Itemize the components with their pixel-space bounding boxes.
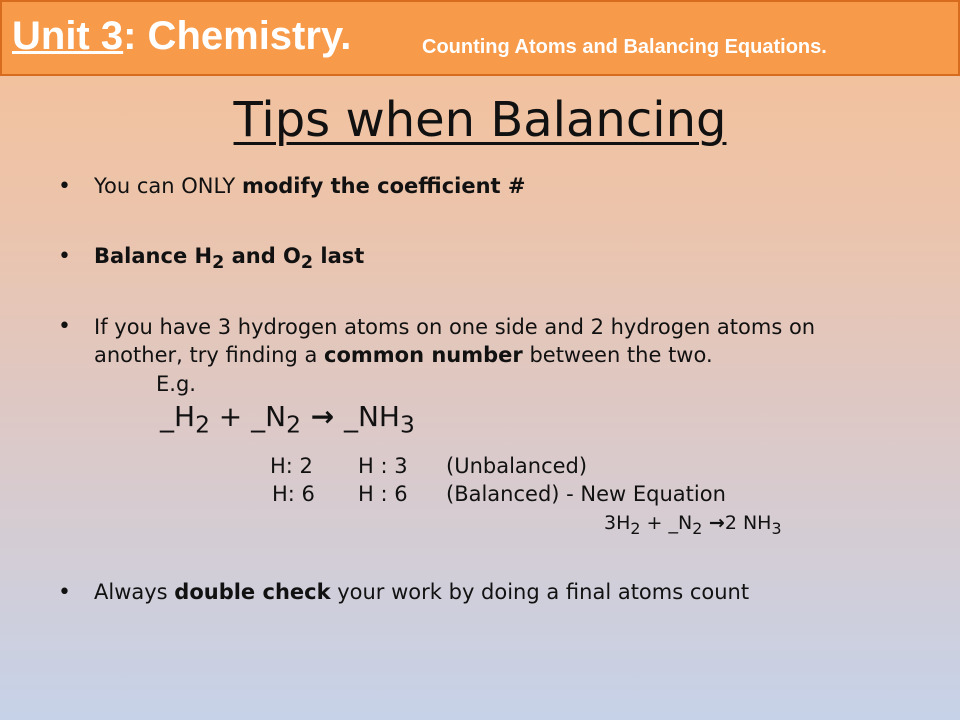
example-equation (160, 400, 415, 439)
tip-text: your work by doing a final atoms count (330, 580, 750, 604)
slide-header (0, 0, 960, 76)
count-left: H: 2 (270, 454, 313, 478)
count-right: H : 3 (358, 454, 408, 478)
subscript: 3 (399, 410, 415, 439)
bullet-dot: • (58, 314, 71, 339)
tip-text: You can ONLY (94, 174, 242, 198)
tip-balance-last (94, 243, 364, 276)
slide-title: Tips when Balancing (233, 92, 727, 148)
unit-label: Unit 3 (12, 14, 124, 58)
eq-text: _H (160, 400, 196, 433)
eq-text: 3H (604, 512, 631, 534)
count-note: (Balanced) - New Equation (446, 482, 726, 506)
eq-text: + _N (640, 512, 693, 534)
tip-bold: double check (174, 580, 331, 604)
topic-label: : Chemistry. (123, 14, 352, 58)
tip-common-number-line2 (94, 342, 713, 368)
example-label: E.g. (156, 372, 196, 396)
bullet-dot: • (58, 580, 71, 605)
tip-text: last (313, 244, 365, 268)
subscript: 2 (300, 253, 314, 274)
tip-bold: modify the coefficient # (241, 174, 526, 198)
header-subtitle: Counting Atoms and Balancing Equations. (422, 36, 827, 58)
subscript: 3 (771, 518, 782, 538)
tip-text: another, try finding a (94, 343, 325, 367)
tip-text: Always (94, 580, 175, 604)
subscript: 2 (195, 410, 210, 439)
tip-text: Balance H (94, 244, 213, 268)
tip-common-number-line1: If you have 3 hydrogen atoms on one side and 2 hydrogen atoms on (94, 315, 816, 339)
bullet-dot: • (58, 174, 71, 199)
subscript: 2 (692, 518, 703, 538)
count-row-balanced (272, 482, 726, 506)
tip-text: between the two. (522, 343, 713, 367)
subscript: 2 (630, 518, 641, 538)
subscript: 2 (212, 253, 225, 274)
subscript: 2 (286, 410, 301, 439)
eq-text: + _N (209, 400, 287, 433)
eq-text: _NH (343, 400, 400, 433)
count-note: (Unbalanced) (446, 454, 588, 478)
arrow-icon: → (300, 400, 344, 433)
bullet-dot: • (58, 244, 71, 269)
new-equation (604, 512, 782, 538)
tip-bold: common number (324, 343, 523, 367)
tip-text: and O (224, 244, 301, 268)
unit-title (12, 14, 351, 59)
count-row-unbalanced (270, 454, 587, 478)
arrow-icon: → (702, 512, 725, 534)
tip-coefficient (94, 173, 525, 199)
count-left: H: 6 (272, 482, 315, 506)
eq-text: 2 NH (724, 512, 772, 534)
tip-double-check (94, 579, 749, 605)
count-right: H : 6 (358, 482, 408, 506)
